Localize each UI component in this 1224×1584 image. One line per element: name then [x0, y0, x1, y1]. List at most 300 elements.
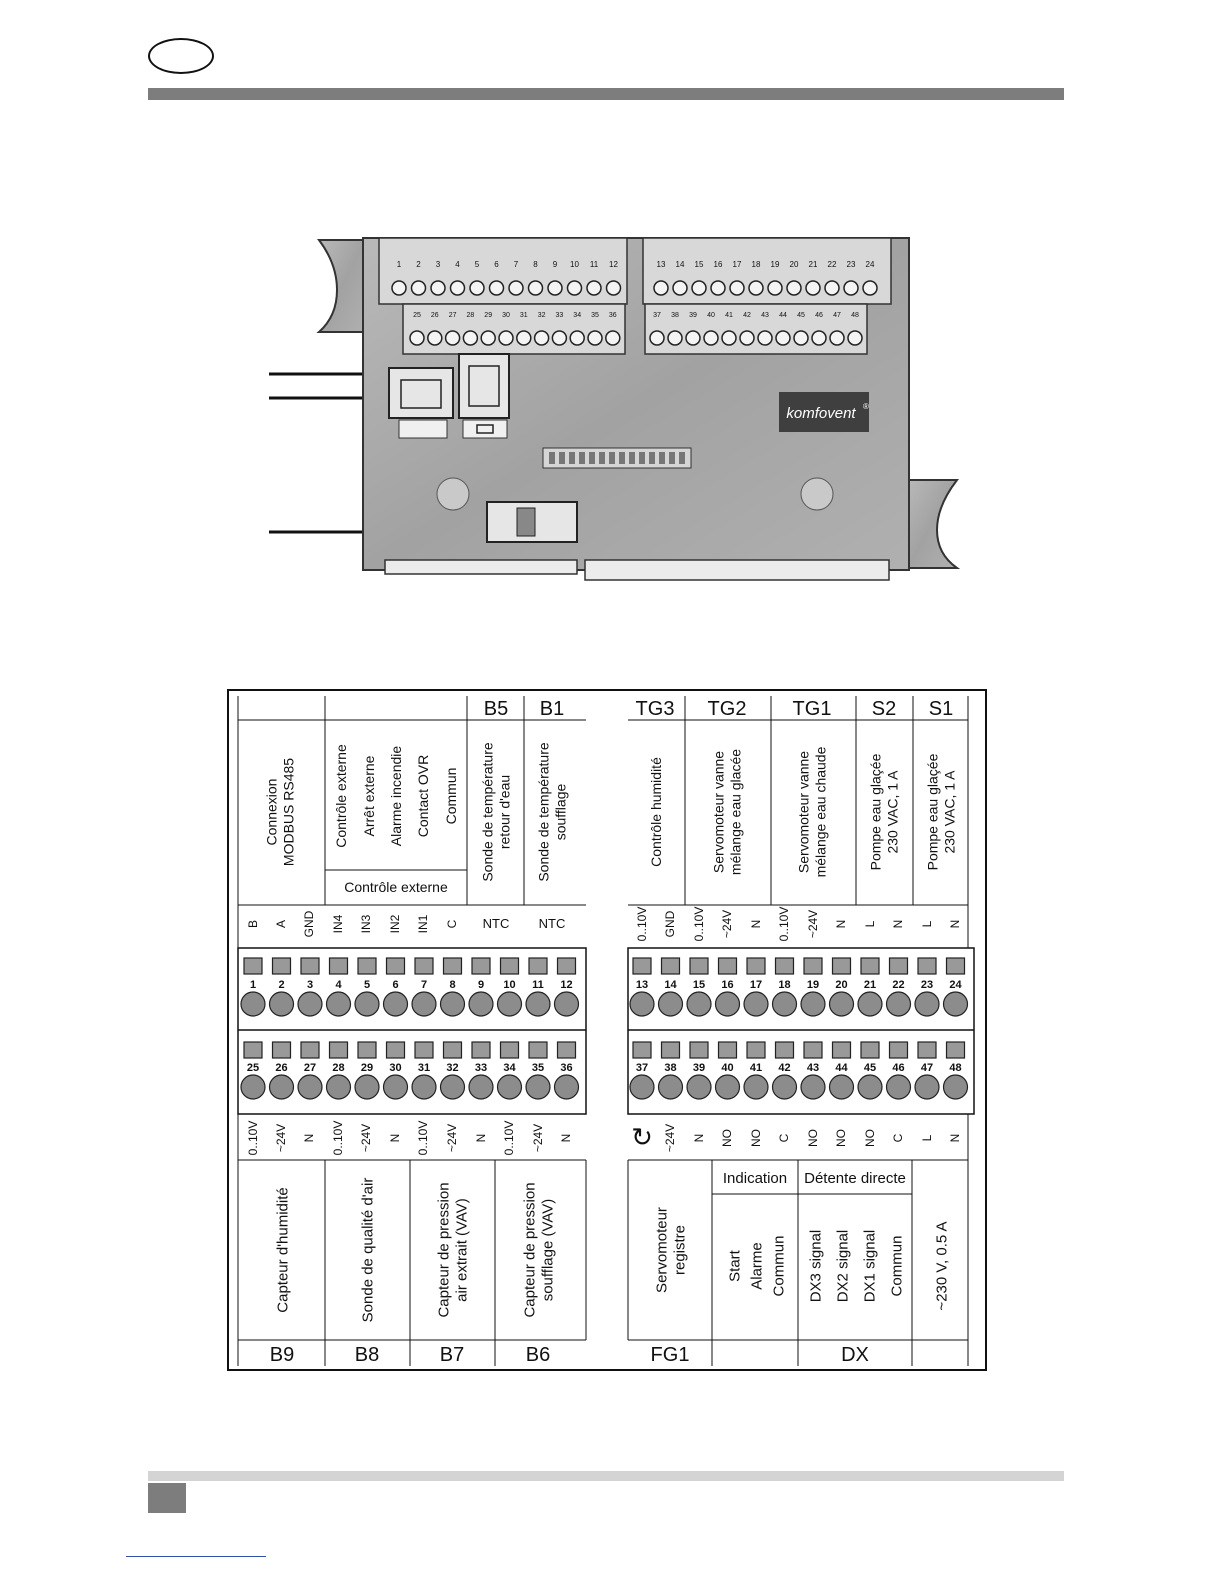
led-segment	[569, 452, 575, 464]
lower-description-5: Servomoteur	[653, 1207, 671, 1293]
board-terminal-screw-30	[499, 331, 513, 345]
board-terminal-screw-14	[673, 281, 687, 295]
lower-pin-label-13: ↻	[631, 1122, 653, 1152]
board-terminal-screw-11	[587, 281, 601, 295]
terminal-number-39: 39	[692, 1062, 706, 1074]
lower-description-6: Start	[726, 1250, 744, 1282]
terminal-number-22: 22	[892, 979, 905, 991]
terminal-lever-6	[387, 958, 405, 974]
terminal-number-4: 4	[335, 979, 342, 991]
terminal-screw-34	[498, 1075, 522, 1099]
lower-pin-label-8: ~24V	[445, 1123, 460, 1153]
terminal-number-21: 21	[863, 979, 877, 991]
terminal-lever-21	[861, 958, 879, 974]
page-number-tab	[148, 1483, 186, 1513]
board-terminal-number-12: 12	[609, 260, 618, 269]
board-terminal-screw-33	[552, 331, 566, 345]
lower-description-11: DX1 signal	[861, 1229, 879, 1303]
board-terminal-number-22: 22	[827, 260, 837, 269]
lower-pin-label-15: N	[692, 1133, 707, 1143]
lower-description-4: Capteur de pression	[521, 1182, 539, 1318]
upper-description-7: Sonde de température	[479, 742, 496, 882]
lower-description-7: Alarme	[748, 1242, 766, 1290]
terminal-screw-40	[716, 1075, 740, 1099]
upper-pin-label-21: L	[920, 920, 935, 928]
terminal-number-27: 27	[303, 1062, 317, 1074]
terminal-lever-28	[330, 1042, 348, 1058]
board-terminal-screw-25	[410, 331, 424, 345]
upper-description-12: Pompe eau glaçée	[867, 753, 884, 871]
upper-description-6: Commun	[442, 767, 459, 825]
terminal-lever-33	[472, 1042, 490, 1058]
terminal-number-11: 11	[532, 979, 544, 991]
board-terminal-screw-44	[776, 331, 790, 345]
terminal-screw-44	[830, 1075, 854, 1099]
upper-pin-label-13: 0..10V	[692, 906, 707, 942]
terminal-screw-31	[412, 1075, 436, 1099]
terminal-screw-29	[355, 1075, 379, 1099]
terminal-lever-45	[861, 1042, 879, 1058]
terminal-number-20: 20	[835, 979, 848, 991]
lower-subgroup-label-2: Détente directe	[804, 1170, 906, 1187]
ethernet-icon-tile	[399, 420, 447, 438]
lower-pin-label-16: NO	[720, 1129, 735, 1147]
lower-pin-label-17: NO	[749, 1129, 764, 1147]
terminal-lever-46	[890, 1042, 908, 1058]
upper-description-8: soufflage	[552, 783, 569, 841]
terminal-lever-42	[776, 1042, 794, 1058]
group-label-b6: B6	[525, 1344, 551, 1366]
terminal-screw-9	[469, 992, 493, 1016]
group-label-tg2: TG2	[707, 698, 747, 720]
terminal-lever-24	[947, 958, 965, 974]
terminal-screw-42	[773, 1075, 797, 1099]
terminal-screw-48	[944, 1075, 968, 1099]
terminal-lever-29	[358, 1042, 376, 1058]
board-terminal-number-30: 30	[502, 312, 510, 319]
lower-description-3: air extrait (VAV)	[453, 1198, 471, 1302]
board-terminal-number-13: 13	[656, 260, 666, 269]
board-terminal-screw-36	[606, 331, 620, 345]
board-terminal-screw-37	[650, 331, 664, 345]
board-terminal-number-28: 28	[466, 312, 475, 319]
mounting-post-right	[801, 478, 833, 510]
board-terminal-number-44: 44	[779, 312, 787, 319]
terminal-lever-44	[833, 1042, 851, 1058]
board-terminal-number-10: 10	[570, 260, 579, 269]
led-segment	[639, 452, 645, 464]
header-bar	[148, 88, 1064, 100]
board-terminal-screw-2	[412, 281, 426, 295]
board-terminal-screw-40	[704, 331, 718, 345]
terminal-wiring-diagram	[226, 688, 990, 1374]
board-terminal-number-26: 26	[430, 312, 439, 319]
lower-pin-label-11: ~24V	[531, 1123, 546, 1153]
lower-description-12: Commun	[888, 1235, 906, 1297]
terminal-number-13: 13	[635, 979, 649, 991]
lower-description-1: Capteur d'humidité	[274, 1187, 292, 1313]
terminal-lever-48	[947, 1042, 965, 1058]
board-terminal-number-21: 21	[808, 260, 818, 269]
board-terminal-screw-46	[812, 331, 826, 345]
board-terminal-number-35: 35	[591, 312, 599, 319]
terminal-lever-35	[529, 1042, 547, 1058]
upper-pin-label-12: GND	[663, 910, 678, 938]
upper-description-10: Servomoteur vanne	[710, 750, 727, 874]
terminal-number-43: 43	[806, 1062, 820, 1074]
terminal-lever-38	[662, 1042, 680, 1058]
mounting-post-left	[437, 478, 469, 510]
board-terminal-screw-42	[740, 331, 754, 345]
terminal-number-34: 34	[503, 1062, 516, 1074]
terminal-number-44: 44	[835, 1062, 848, 1074]
lower-pin-label-20: NO	[834, 1129, 849, 1147]
board-terminal-screw-27	[446, 331, 460, 345]
board-terminal-number-16: 16	[713, 260, 723, 269]
terminal-lever-39	[690, 1042, 708, 1058]
terminal-screw-10	[498, 992, 522, 1016]
lower-pin-label-7: 0..10V	[416, 1120, 431, 1156]
board-terminal-screw-47	[830, 331, 844, 345]
board-terminal-number-25: 25	[413, 312, 421, 319]
terminal-number-15: 15	[692, 979, 706, 991]
board-terminal-screw-26	[428, 331, 442, 345]
terminal-screw-33	[469, 1075, 493, 1099]
terminal-number-30: 30	[389, 1062, 402, 1074]
terminal-screw-24	[944, 992, 968, 1016]
terminal-number-40: 40	[721, 1062, 734, 1074]
board-terminal-number-43: 43	[761, 312, 769, 319]
board-terminal-number-2: 2	[416, 260, 421, 269]
board-terminal-screw-34	[570, 331, 584, 345]
mounting-ear-right	[907, 480, 957, 568]
terminal-number-1: 1	[249, 979, 257, 991]
group-label-fg1: FG1	[650, 1344, 690, 1366]
terminal-lever-40	[719, 1042, 737, 1058]
terminal-lever-23	[918, 958, 936, 974]
lower-description-13: ~230 V, 0.5 A	[933, 1221, 951, 1311]
upper-description-5: Contact OVR	[414, 754, 431, 838]
lower-pin-label-12: N	[559, 1133, 574, 1143]
led-segment	[619, 452, 625, 464]
terminal-screw-12	[555, 992, 579, 1016]
terminal-lever-3	[301, 958, 319, 974]
terminal-screw-19	[801, 992, 825, 1016]
board-terminal-screw-5	[470, 281, 484, 295]
board-terminal-number-42: 42	[743, 312, 751, 319]
terminal-lever-4	[330, 958, 348, 974]
upper-pin-label-14: ~24V	[720, 909, 735, 939]
board-terminal-screw-3	[431, 281, 445, 295]
board-terminal-screw-28	[463, 331, 477, 345]
board-terminal-number-23: 23	[846, 260, 856, 269]
led-segment	[659, 452, 665, 464]
lower-description-9: DX3 signal	[807, 1229, 825, 1303]
board-terminal-number-24: 24	[865, 260, 875, 269]
board-terminal-number-36: 36	[608, 312, 617, 319]
lower-pin-label-9: N	[474, 1133, 489, 1143]
terminal-number-36: 36	[560, 1062, 573, 1074]
brand-name: komfovent	[786, 405, 856, 422]
board-terminal-number-29: 29	[484, 312, 493, 319]
terminal-screw-43	[801, 1075, 825, 1099]
terminal-number-42: 42	[778, 1062, 791, 1074]
board-terminal-number-7: 7	[513, 260, 519, 269]
board-terminal-number-19: 19	[770, 260, 780, 269]
terminal-number-37: 37	[635, 1062, 649, 1074]
terminal-lever-34	[501, 1042, 519, 1058]
upper-pin-label-9: NTC	[482, 916, 510, 931]
terminal-number-5: 5	[363, 979, 371, 991]
terminal-screw-21	[858, 992, 882, 1016]
board-terminal-number-3: 3	[435, 260, 441, 269]
lower-pin-label-24: N	[948, 1133, 963, 1143]
led-segment	[649, 452, 655, 464]
upper-description-1: MODBUS RS485	[280, 757, 297, 867]
board-terminal-number-37: 37	[653, 312, 661, 319]
terminal-screw-15	[687, 992, 711, 1016]
terminal-number-23: 23	[920, 979, 934, 991]
terminal-number-12: 12	[560, 979, 573, 991]
terminal-screw-26	[270, 1075, 294, 1099]
terminal-screw-13	[630, 992, 654, 1016]
upper-description-3: Arrêt externe	[360, 755, 377, 837]
terminal-screw-45	[858, 1075, 882, 1099]
terminal-lever-8	[444, 958, 462, 974]
terminal-lever-10	[501, 958, 519, 974]
board-terminal-screw-15	[692, 281, 706, 295]
terminal-screw-25	[241, 1075, 265, 1099]
terminal-lever-27	[301, 1042, 319, 1058]
board-terminal-number-41: 41	[725, 312, 733, 319]
footer-bar	[148, 1471, 1064, 1481]
terminal-lever-1	[244, 958, 262, 974]
terminal-number-38: 38	[664, 1062, 677, 1074]
board-terminal-number-27: 27	[448, 312, 457, 319]
group-label-tg3: TG3	[635, 698, 675, 720]
board-terminal-number-33: 33	[555, 312, 564, 319]
rj11-port	[459, 354, 509, 418]
group-label-b9: B9	[269, 1344, 295, 1366]
board-terminal-screw-39	[686, 331, 700, 345]
terminal-number-25: 25	[246, 1062, 260, 1074]
upper-description-13: 230 VAC, 1 A	[941, 770, 958, 854]
board-terminal-number-9: 9	[552, 260, 558, 269]
group-label-tg1: TG1	[792, 698, 832, 720]
lower-description-3: Capteur de pression	[435, 1182, 453, 1318]
lower-pin-label-4: 0..10V	[331, 1120, 346, 1156]
terminal-screw-38	[659, 1075, 683, 1099]
terminal-lever-2	[273, 958, 291, 974]
terminal-number-29: 29	[360, 1062, 374, 1074]
terminal-screw-18	[773, 992, 797, 1016]
page-language-badge	[148, 38, 214, 74]
board-terminal-number-8: 8	[533, 260, 538, 269]
board-terminal-screw-13	[654, 281, 668, 295]
led-segment	[609, 452, 615, 464]
board-terminal-number-40: 40	[707, 312, 715, 319]
lower-pin-label-10: 0..10V	[502, 1120, 517, 1156]
terminal-number-14: 14	[664, 979, 677, 991]
terminal-lever-36	[558, 1042, 576, 1058]
upper-pin-label-6: IN2	[388, 914, 403, 934]
terminal-lever-14	[662, 958, 680, 974]
terminal-lever-5	[358, 958, 376, 974]
board-terminal-number-45: 45	[797, 312, 805, 319]
terminal-screw-47	[915, 1075, 939, 1099]
upper-description-7: retour d'eau	[496, 774, 513, 850]
upper-pin-label-7: IN1	[416, 914, 431, 934]
terminal-lever-16	[719, 958, 737, 974]
terminal-number-48: 48	[949, 1062, 962, 1074]
terminal-number-3: 3	[306, 979, 314, 991]
terminal-number-33: 33	[474, 1062, 488, 1074]
terminal-screw-2	[270, 992, 294, 1016]
terminal-screw-3	[298, 992, 322, 1016]
lower-pin-label-18: C	[777, 1133, 792, 1143]
lower-pin-label-21: NO	[863, 1129, 878, 1147]
terminal-number-7: 7	[420, 979, 428, 991]
board-terminal-number-1: 1	[396, 260, 402, 269]
lower-pin-label-22: C	[891, 1133, 906, 1143]
ethernet-port	[389, 368, 453, 418]
lower-pin-label-5: ~24V	[359, 1123, 374, 1153]
board-terminal-screw-29	[481, 331, 495, 345]
terminal-lever-32	[444, 1042, 462, 1058]
terminal-number-16: 16	[721, 979, 734, 991]
controller-board-illustration	[255, 220, 985, 590]
terminal-lever-20	[833, 958, 851, 974]
terminal-screw-7	[412, 992, 436, 1016]
terminal-screw-30	[384, 1075, 408, 1099]
board-terminal-screw-9	[548, 281, 562, 295]
lower-pin-label-2: ~24V	[274, 1123, 289, 1153]
terminal-number-6: 6	[392, 979, 399, 991]
board-terminal-number-17: 17	[732, 260, 742, 269]
terminal-number-17: 17	[749, 979, 763, 991]
led-strip	[543, 448, 691, 468]
group-label-s2: S2	[871, 698, 897, 720]
lower-pin-label-1: 0..10V	[246, 1120, 261, 1156]
board-terminal-screw-24	[863, 281, 877, 295]
terminal-lever-9	[472, 958, 490, 974]
terminal-screw-36	[555, 1075, 579, 1099]
upper-description-13: Pompe eau glaçée	[924, 753, 941, 871]
board-terminal-number-5: 5	[474, 260, 480, 269]
terminal-number-2: 2	[278, 979, 285, 991]
terminal-screw-35	[526, 1075, 550, 1099]
board-terminal-screw-43	[758, 331, 772, 345]
terminal-screw-46	[887, 1075, 911, 1099]
subgroup-label-external-control: Contrôle externe	[344, 879, 448, 895]
terminal-screw-23	[915, 992, 939, 1016]
mounting-ear-left	[319, 240, 365, 332]
terminal-lever-22	[890, 958, 908, 974]
group-label-dx: DX	[841, 1344, 869, 1366]
board-terminal-screw-48	[848, 331, 862, 345]
terminal-number-19: 19	[806, 979, 820, 991]
terminal-number-8: 8	[449, 979, 456, 991]
board-terminal-number-15: 15	[694, 260, 704, 269]
upper-description-11: Servomoteur vanne	[795, 750, 812, 874]
lower-description-8: Commun	[770, 1235, 788, 1297]
board-terminal-screw-35	[588, 331, 602, 345]
terminal-screw-17	[744, 992, 768, 1016]
board-terminal-screw-32	[535, 331, 549, 345]
upper-description-10: mélange eau glacée	[727, 748, 744, 876]
group-label-b8: B8	[354, 1344, 380, 1366]
board-terminal-screw-22	[825, 281, 839, 295]
bottom-connector-row	[585, 560, 889, 580]
upper-description-8: Sonde de température	[535, 742, 552, 882]
terminal-lever-12	[558, 958, 576, 974]
terminal-number-26: 26	[275, 1062, 288, 1074]
board-terminal-screw-23	[844, 281, 858, 295]
board-terminal-screw-6	[490, 281, 504, 295]
terminal-screw-4	[327, 992, 351, 1016]
terminal-lever-18	[776, 958, 794, 974]
terminal-number-47: 47	[920, 1062, 934, 1074]
upper-pin-label-20: N	[891, 919, 906, 929]
terminal-screw-41	[744, 1075, 768, 1099]
terminal-screw-16	[716, 992, 740, 1016]
group-label-b1: B1	[539, 698, 565, 720]
board-terminal-screw-31	[517, 331, 531, 345]
led-segment	[579, 452, 585, 464]
led-segment	[629, 452, 635, 464]
board-terminal-screw-7	[509, 281, 523, 295]
board-terminal-number-6: 6	[494, 260, 499, 269]
led-segment	[599, 452, 605, 464]
upper-pin-label-1: B	[246, 919, 261, 929]
group-label-b7: B7	[439, 1344, 465, 1366]
terminal-number-45: 45	[863, 1062, 877, 1074]
terminal-screw-14	[659, 992, 683, 1016]
upper-pin-label-5: IN3	[359, 914, 374, 934]
board-terminal-screw-1	[392, 281, 406, 295]
led-segment	[549, 452, 555, 464]
upper-description-2: Contrôle externe	[332, 744, 349, 848]
terminal-lever-31	[415, 1042, 433, 1058]
upper-pin-label-18: N	[834, 919, 849, 929]
upper-pin-label-16: 0..10V	[777, 906, 792, 942]
terminal-lever-47	[918, 1042, 936, 1058]
led-segment	[559, 452, 565, 464]
upper-description-11: mélange eau chaude	[812, 746, 829, 878]
upper-pin-label-22: N	[948, 919, 963, 929]
upper-pin-label-3: GND	[302, 910, 317, 938]
upper-pin-label-2: A	[274, 919, 289, 929]
terminal-screw-27	[298, 1075, 322, 1099]
terminal-screw-22	[887, 992, 911, 1016]
board-terminal-screw-17	[730, 281, 744, 295]
upper-description-4: Alarme incendie	[387, 745, 404, 847]
terminal-lever-30	[387, 1042, 405, 1058]
terminal-number-9: 9	[477, 979, 485, 991]
board-terminal-number-11: 11	[589, 260, 599, 269]
rj11-icon-tile	[463, 420, 507, 438]
terminal-screw-11	[526, 992, 550, 1016]
board-terminal-screw-21	[806, 281, 820, 295]
terminal-screw-39	[687, 1075, 711, 1099]
terminal-lever-41	[747, 1042, 765, 1058]
lower-description-4: soufflage (VAV)	[539, 1198, 557, 1302]
upper-pin-label-19: L	[863, 920, 878, 928]
terminal-lever-7	[415, 958, 433, 974]
terminal-screw-28	[327, 1075, 351, 1099]
terminal-lever-13	[633, 958, 651, 974]
terminal-screw-6	[384, 992, 408, 1016]
